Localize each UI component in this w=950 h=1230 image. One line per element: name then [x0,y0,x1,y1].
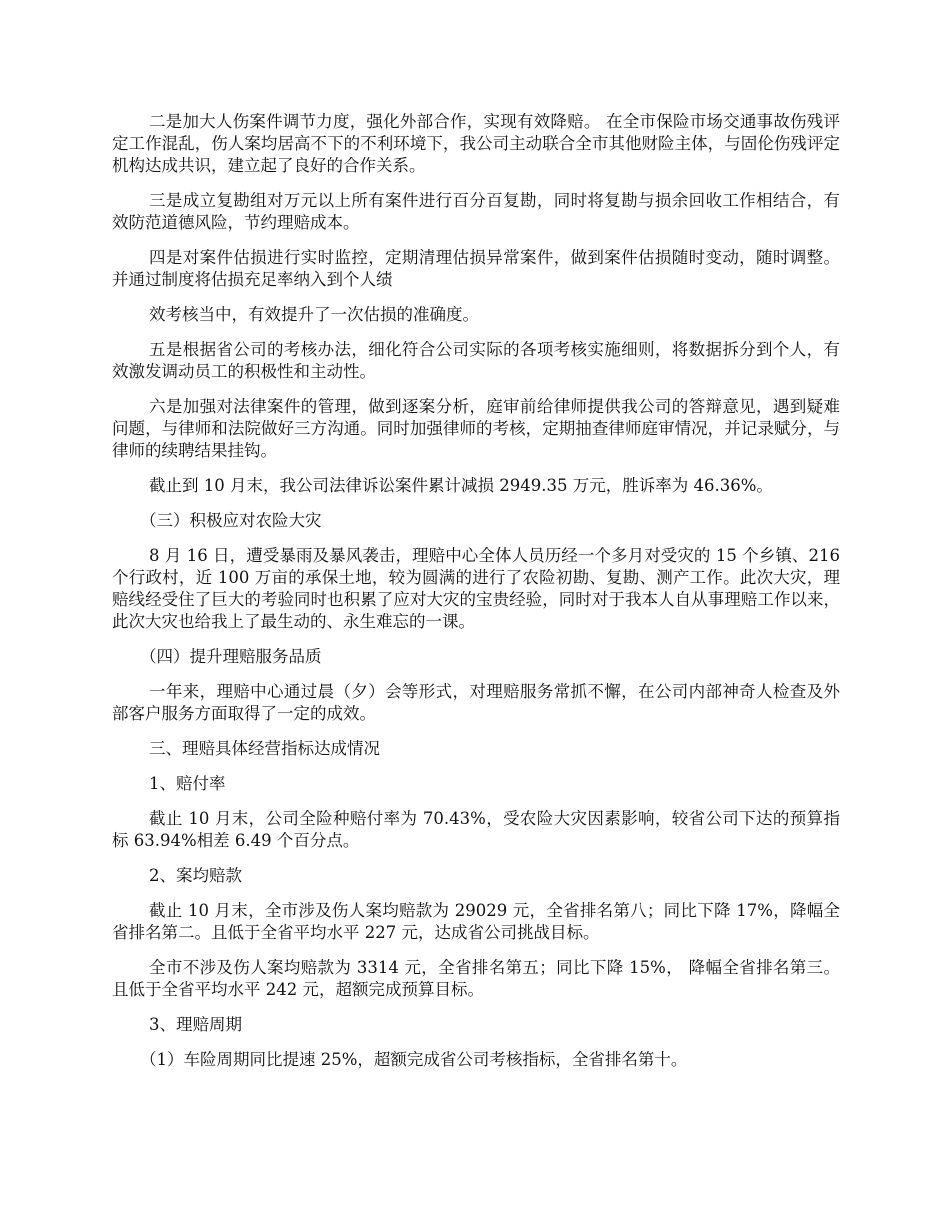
paragraph-re-survey-team: 三是成立复勘组对万元以上所有案件进行百分百复勘，同时将复勘与损余回收工作相结合，有效防范道德风险，节约理赔成本。 [112,191,840,232]
subheading-loss-ratio: 1、赔付率 [149,774,226,793]
paragraph-assessment-rules: 五是根据省公司的考核办法，细化符合公司实际的各项考核实施细则，将数据拆分到个人，有效激发调动员工的积极性和主动性。 [112,340,840,381]
section-heading-service-quality: （四）提升理赔服务品质 [140,647,322,666]
section-heading-agri-disaster: （三）积极应对农险大灾 [140,511,322,530]
section-heading-indicators: 三、理赔具体经营指标达成情况 [149,739,380,758]
paragraph-auto-claim-cycle: （1）车险周期同比提速 25%，超额完成省公司考核指标，全省排名第十。 [140,1050,688,1069]
paragraph-estimate-monitoring: 四是对案件估损进行实时监控，定期清理估损异常案件，做到案件估损随时变动，随时调整。并通过制度将估损充足率纳入到个人绩 [112,248,840,289]
document-body [112,111,840,1084]
subheading-average-claim: 2、案均赔款 [149,866,242,885]
paragraph-service-quality: 一年来，理赔中心通过晨（夕）会等形式，对理赔服务常抓不懈，在公司内部神奇人检查及外部客户服务方面取得了一定的成效。 [112,682,840,723]
paragraph-litigation-results: 截止到 10 月末，我公司法律诉讼案件累计减损 2949.35 万元，胜诉率为 46.36%。 [149,476,773,495]
paragraph-legal-case-management: 六是加强对法律案件的管理，做到逐案分析，庭审前给律师提供我公司的答辩意见，遇到疑难问题，与律师和法院做好三方沟通。同时加强律师的考核，定期抽查律师庭审情况，并记录赋分，与律师的续聘结果挂钩。 [112,397,840,460]
paragraph-injury-case-mediation: 二是加大人伤案件调节力度，强化外部合作，实现有效降赔。 在全市保险市场交通事故伤残评定工作混乱，伤人案均居高不下的不利环境下，我公司主动联合全市其他财险主体，与固伦伤残评定机构达成共识，建立起了良好的合作关系。 [112,112,840,175]
paragraph-estimate-accuracy: 效考核当中，有效提升了一次估损的准确度。 [149,305,479,324]
paragraph-non-injury-average-claim: 全市不涉及伤人案均赔款为 3314 元，全省排名第五；同比下降 15%， 降幅全省排名第三。且低于全省平均水平 242 元，超额完成预算目标。 [112,958,840,999]
paragraph-loss-ratio: 截止 10 月末，公司全险种赔付率为 70.43%，受农险大灾因素影响，较省公司下达的预算指标 63.94%相差 6.49 个百分点。 [112,809,840,850]
paragraph-injury-average-claim: 截止 10 月末，全市涉及伤人案均赔款为 29029 元，全省排名第八；同比下降 17%，降幅全省排名第二。且低于全省平均水平 227 元，达成省公司挑战目标。 [112,901,840,942]
subheading-claim-cycle: 3、理赔周期 [149,1015,242,1034]
paragraph-agri-disaster: 8 月 16 日，遭受暴雨及暴风袭击，理赔中心全体人员历经一个多月对受灾的 15 个乡镇、216 个行政村，近 100 万亩的承保土地，较为圆满的进行了农险初勘、复勘、测产工作。此次大灾，理赔线经受住了巨大的考验同时也积累了应对大灾的宝贵经验，同时对于我本人自从事理赔工作以来，此次大灾也给我上了最生动的、永生难忘的一课。 [112,546,840,631]
